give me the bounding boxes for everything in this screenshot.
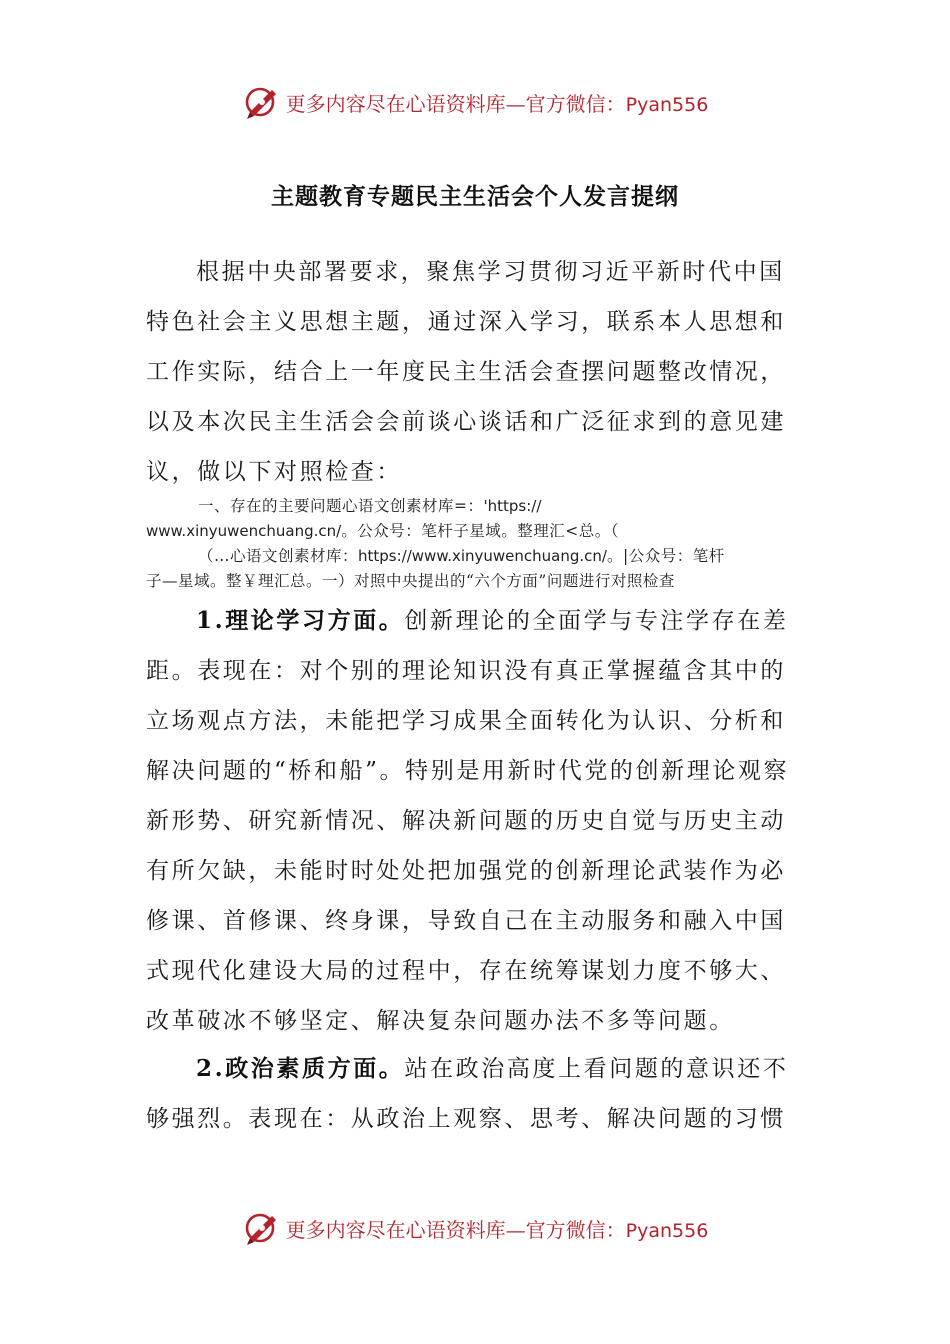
item-2-body: 站在政治高度上看问题的意识还不够强烈。表现在：从政治上观察、思考、解决问题的习惯 (146, 1056, 789, 1132)
section-heading-block (146, 494, 810, 594)
pen-in-circle-icon (242, 1208, 282, 1248)
item-2-lead: 2.政治素质方面。 (196, 1055, 405, 1082)
item-2-paragraph (146, 1044, 806, 1144)
watermark-text: 更多内容尽在心语资料库—官方微信：Pyan556 (285, 91, 709, 116)
watermark-banner-top (0, 80, 950, 124)
document-title: 主题教育专题民主生活会个人发言提纲 (271, 183, 679, 210)
section-line-3: （…心语文创素材库：https://www.xinyuwenchuang.cn/。|公众号：笔杆 (198, 547, 725, 565)
watermark-banner-bottom (0, 1206, 950, 1250)
intro-paragraph (146, 247, 806, 497)
intro-text: 根据中央部署要求，聚焦学习贯彻习近平新时代中国特色社会主义思想主题，通过深入学习，联系本人思想和工作实际，结合上一年度民主生活会查摆问题整改情况，以及本次民主生活会会前谈心谈话和广泛征求到的意见建议，做以下对照检查： (146, 259, 786, 485)
item-1-lead: 1.理论学习方面。 (196, 607, 405, 634)
item-1-body: 创新理论的全面学与专注学存在差距。表现在：对个别的理论知识没有真正掌握蕴含其中的立场观点方法，未能把学习成果全面转化为认识、分析和解决问题的“桥和船”。特别是用新时代党的创新理论观察新形势、研究新情况、解决新问题的历史自觉与历史主动有所欠缺，未能时时处处把加强党的创新理论武装作为必修课、首修课、终身课，导致自己在主动服务和融入中国式现代化建设大局的过程中，存在统筹谋划力度不够大、改革破冰不够坚定、解决复杂问题办法不多等问题。 (146, 608, 790, 1034)
section-line-2: www.xinyuwenchuang.cn/。公众号：笔杆子星域。整理汇<总。（ (146, 522, 619, 540)
section-line-4: 子—星域。整￥理汇总。一）对照中央提出的“六个方面”问题进行对照检查 (146, 572, 675, 590)
pen-in-circle-icon (242, 82, 282, 122)
watermark-text: 更多内容尽在心语资料库—官方微信：Pyan556 (285, 1217, 709, 1242)
section-line-1: 一、存在的主要问题心语文创素材库=：'https:// (198, 497, 542, 515)
item-1-paragraph (146, 596, 806, 1046)
